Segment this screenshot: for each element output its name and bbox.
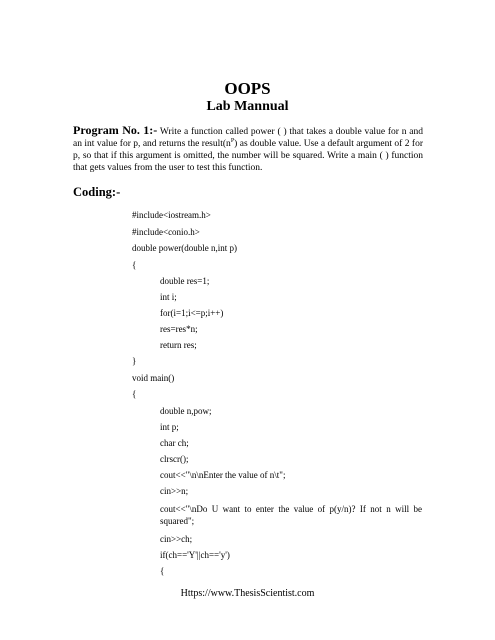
code-line: double power(double n,int p) <box>132 243 237 253</box>
code-line: double n,pow; <box>160 406 212 416</box>
program-description <box>73 124 423 174</box>
code-line: clrscr(); <box>160 454 189 464</box>
code-line: } <box>132 356 137 366</box>
code-line: for(i=1;i<=p;i++) <box>160 308 224 318</box>
code-line: #include<conio.h> <box>132 227 200 237</box>
code-line: char ch; <box>160 438 189 448</box>
code-line: double res=1; <box>160 276 210 286</box>
code-line: { <box>160 566 165 576</box>
code-line: cin>>ch; <box>160 534 193 544</box>
code-line: { <box>132 389 137 399</box>
code-line: int i; <box>160 292 177 302</box>
program-label: Program No. 1:- <box>73 123 158 137</box>
code-line: void main() <box>132 373 175 383</box>
document-title: OOPS <box>224 79 271 98</box>
program-text-part2: ) as double value. Use a default argument of 2 for p, so that if this argument is omitted, the number will be squared. Write a main ( ) function that gets values from the user to test this function. <box>73 139 423 173</box>
code-line: cin>>n; <box>160 486 189 496</box>
coding-heading: Coding:- <box>73 185 121 199</box>
code-line: #include<iostream.h> <box>132 210 211 220</box>
code-line: cout<<"\n\nEnter the value of n\t"; <box>160 470 286 480</box>
program-superscript: P <box>230 137 235 144</box>
code-line: res=res*n; <box>160 324 198 334</box>
document-subtitle: Lab Mannual <box>206 99 289 114</box>
footer-url: Https://www.ThesisScientist.com <box>180 588 315 599</box>
code-line: if(ch=='Y'||ch=='y') <box>160 550 230 560</box>
code-line: int p; <box>160 422 179 432</box>
code-line: return res; <box>160 340 197 350</box>
code-line: cout<<"\nDo U want to enter the value of p(y/n)? If not n will be squared"; <box>160 504 422 526</box>
program-text-part1: Write a function called power ( ) that takes a double value for n and an int value for p, and returns the result(n <box>73 127 423 149</box>
code-line: { <box>132 260 137 270</box>
